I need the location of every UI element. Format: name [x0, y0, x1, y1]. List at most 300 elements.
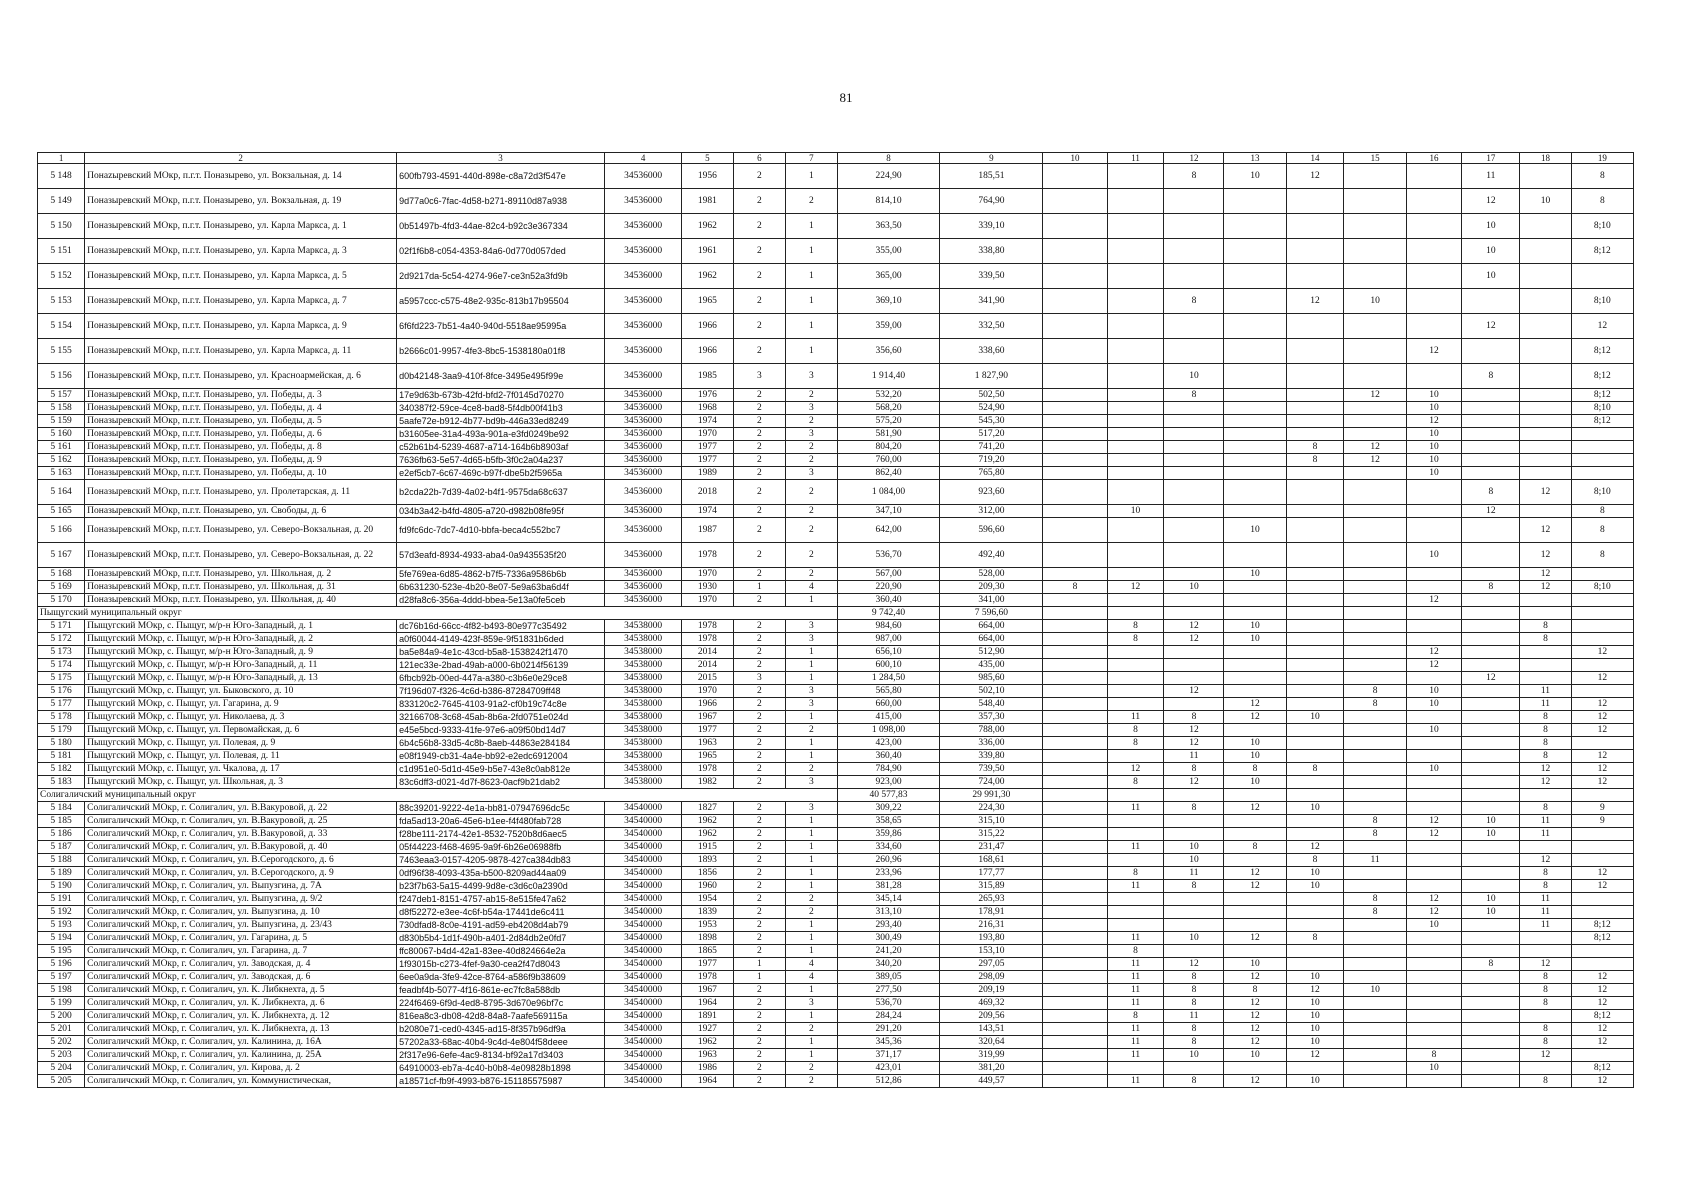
work-code-col-19: 12: [1571, 763, 1633, 776]
house-guid: fd9fc6dc-7dc7-4d10-bbfa-beca4c552bc7: [397, 518, 605, 543]
work-code-col-19: 8;12: [1571, 919, 1633, 932]
house-guid: feadbf4b-5077-4f16-861e-ec7fc8a588db: [397, 984, 605, 997]
table-row: [38, 1036, 1634, 1049]
table-row: [38, 214, 1634, 239]
work-code-col-13: 12: [1224, 880, 1286, 893]
living-area: 923,60: [940, 480, 1043, 505]
work-code-col-12: [1164, 919, 1224, 932]
living-area: 545,30: [940, 415, 1043, 428]
work-code-col-10: [1043, 763, 1107, 776]
total-area: 1 914,40: [837, 364, 940, 389]
row-number: 5 193: [38, 919, 85, 932]
total-area: 359,00: [837, 314, 940, 339]
work-code-col-10: [1043, 518, 1107, 543]
house-guid: 7f196d07-f326-4c6d-b386-87284709ff48: [397, 685, 605, 698]
address: Пыщугский МОкр, с. Пыщуг, ул. Быковского, д. 10: [85, 685, 397, 698]
row-number: 5 156: [38, 364, 85, 389]
district-total-living-area: 7 596,60: [940, 607, 1043, 620]
work-code-col-11: 8: [1107, 867, 1164, 880]
house-guid: b2cda22b-7d39-4a02-b4f1-9575da68c637: [397, 480, 605, 505]
house-guid: 833120c2-7645-4103-91a2-cf0b19c74c8e: [397, 698, 605, 711]
entrances: 2: [786, 505, 837, 518]
work-code-col-13: 10: [1224, 518, 1286, 543]
total-area: 423,01: [837, 1062, 940, 1075]
work-code-col-17: 10: [1462, 214, 1520, 239]
work-code-col-17: 8: [1462, 958, 1520, 971]
total-area: 345,14: [837, 893, 940, 906]
floors: 2: [733, 828, 786, 841]
table-row: [38, 441, 1634, 454]
year-built: 1827: [682, 802, 733, 815]
work-code-col-14: [1286, 776, 1344, 789]
work-code-col-17: [1462, 919, 1520, 932]
work-code-col-13: 10: [1224, 776, 1286, 789]
work-code-col-17: 10: [1462, 239, 1520, 264]
work-code-col-16: [1406, 239, 1462, 264]
floors: 2: [733, 867, 786, 880]
work-code-col-11: 12: [1107, 581, 1164, 594]
work-code-col-14: [1286, 919, 1344, 932]
oktmo-code: 34536000: [605, 568, 682, 581]
column-number-9: 9: [940, 153, 1043, 164]
living-area: 265,93: [940, 893, 1043, 906]
work-code-col-11: [1107, 893, 1164, 906]
work-code-col-18: 8: [1520, 997, 1571, 1010]
work-code-col-15: 8: [1344, 893, 1406, 906]
work-code-col-18: 8: [1520, 867, 1571, 880]
entrances: 1: [786, 815, 837, 828]
work-code-col-19: 8;10: [1571, 402, 1633, 415]
work-code-col-10: [1043, 505, 1107, 518]
district-total-living-area: 29 991,30: [940, 789, 1043, 802]
work-code-col-18: 11: [1520, 685, 1571, 698]
work-code-col-15: [1344, 1023, 1406, 1036]
work-code-col-12: [1164, 568, 1224, 581]
entrances: 1: [786, 672, 837, 685]
floors: 2: [733, 264, 786, 289]
work-code-col-15: [1344, 711, 1406, 724]
work-code-col-17: 11: [1462, 164, 1520, 189]
work-code-col-18: 10: [1520, 189, 1571, 214]
work-code-col-10: [1043, 737, 1107, 750]
work-code-col-16: 10: [1406, 543, 1462, 568]
work-code-col-12: 8: [1164, 289, 1224, 314]
column-number-17: 17: [1462, 153, 1520, 164]
work-code-col-12: [1164, 441, 1224, 454]
oktmo-code: 34540000: [605, 919, 682, 932]
house-guid: b2666c01-9957-4fe3-8bc5-1538180a01f8: [397, 339, 605, 364]
row-number: 5 204: [38, 1062, 85, 1075]
table-row: [38, 854, 1634, 867]
work-code-col-19: 8;12: [1571, 1010, 1633, 1023]
table-row: [38, 815, 1634, 828]
work-code-col-19: [1571, 906, 1633, 919]
floors: 2: [733, 737, 786, 750]
work-code-col-11: 8: [1107, 737, 1164, 750]
work-code-col-12: 8: [1164, 1023, 1224, 1036]
table-row: [38, 467, 1634, 480]
work-code-col-10: [1043, 984, 1107, 997]
oktmo-code: 34538000: [605, 620, 682, 633]
floors: 2: [733, 339, 786, 364]
work-code-col-15: [1344, 750, 1406, 763]
entrances: 4: [786, 581, 837, 594]
work-code-col-16: 10: [1406, 919, 1462, 932]
work-code-col-14: [1286, 518, 1344, 543]
work-code-col-15: [1344, 1075, 1406, 1088]
work-code-col-10: [1043, 802, 1107, 815]
work-code-col-12: 12: [1164, 633, 1224, 646]
living-area: 449,57: [940, 1075, 1043, 1088]
empty-cell: [1286, 789, 1344, 802]
work-code-col-19: [1571, 828, 1633, 841]
work-code-col-17: [1462, 1023, 1520, 1036]
district-total-area: 40 577,83: [837, 789, 940, 802]
row-number: 5 168: [38, 568, 85, 581]
work-code-col-17: [1462, 518, 1520, 543]
year-built: 1893: [682, 854, 733, 867]
total-area: 284,24: [837, 1010, 940, 1023]
work-code-col-10: [1043, 594, 1107, 607]
house-guid: 17e9d63b-673b-42fd-bfd2-7f0145d70270: [397, 389, 605, 402]
row-number: 5 183: [38, 776, 85, 789]
district-section-row: [38, 607, 1634, 620]
total-area: 365,00: [837, 264, 940, 289]
address: Солигаличский МОкр, г. Солигалич, ул. Заводская, д. 4: [85, 958, 397, 971]
table-row: [38, 428, 1634, 441]
work-code-col-14: [1286, 189, 1344, 214]
work-code-col-11: [1107, 685, 1164, 698]
work-code-col-16: [1406, 737, 1462, 750]
living-area: 209,30: [940, 581, 1043, 594]
row-number: 5 150: [38, 214, 85, 239]
work-code-col-13: [1224, 314, 1286, 339]
house-guid: 730dfad8-8c0e-4191-ad59-eb4208d4ab79: [397, 919, 605, 932]
house-guid: 83c6dff3-d021-4d7f-8623-0acf9b21dab2: [397, 776, 605, 789]
table-row: [38, 1023, 1634, 1036]
year-built: 1962: [682, 815, 733, 828]
year-built: 1953: [682, 919, 733, 932]
work-code-col-15: [1344, 633, 1406, 646]
address: Солигаличский МОкр, г. Солигалич, ул. Гагарина, д. 7: [85, 945, 397, 958]
work-code-col-19: [1571, 685, 1633, 698]
entrances: 3: [786, 620, 837, 633]
floors: 2: [733, 698, 786, 711]
row-number: 5 179: [38, 724, 85, 737]
work-code-col-15: [1344, 971, 1406, 984]
work-code-col-16: [1406, 958, 1462, 971]
row-number: 5 195: [38, 945, 85, 958]
floors: 2: [733, 763, 786, 776]
work-code-col-16: 10: [1406, 685, 1462, 698]
floors: 2: [733, 441, 786, 454]
work-code-col-18: [1520, 659, 1571, 672]
work-code-col-11: [1107, 480, 1164, 505]
total-area: 984,60: [837, 620, 940, 633]
work-code-col-16: 12: [1406, 893, 1462, 906]
work-code-col-15: [1344, 945, 1406, 958]
year-built: 2015: [682, 672, 733, 685]
work-code-col-17: 12: [1462, 314, 1520, 339]
floors: 2: [733, 214, 786, 239]
work-code-col-15: [1344, 932, 1406, 945]
work-code-col-11: [1107, 594, 1164, 607]
entrances: 2: [786, 1062, 837, 1075]
living-area: 336,00: [940, 737, 1043, 750]
work-code-col-16: [1406, 264, 1462, 289]
work-code-col-13: [1224, 919, 1286, 932]
work-code-col-17: [1462, 415, 1520, 428]
row-number: 5 184: [38, 802, 85, 815]
address: Солигаличский МОкр, г. Солигалич, ул. Калинина, д. 25А: [85, 1049, 397, 1062]
work-code-col-11: 8: [1107, 724, 1164, 737]
oktmo-code: 34540000: [605, 1023, 682, 1036]
work-code-col-18: 8: [1520, 880, 1571, 893]
work-code-col-11: [1107, 289, 1164, 314]
living-area: 724,00: [940, 776, 1043, 789]
oktmo-code: 34538000: [605, 737, 682, 750]
work-code-col-15: [1344, 724, 1406, 737]
work-code-col-15: [1344, 568, 1406, 581]
work-code-col-18: [1520, 1062, 1571, 1075]
column-number-11: 11: [1107, 153, 1164, 164]
living-area: 315,22: [940, 828, 1043, 841]
address: Поназыревский МОкр, п.г.т. Поназырево, ул. Победы, д. 4: [85, 402, 397, 415]
entrances: 3: [786, 467, 837, 480]
work-code-col-16: [1406, 314, 1462, 339]
work-code-col-13: [1224, 594, 1286, 607]
oktmo-code: 34536000: [605, 214, 682, 239]
empty-cell: [1107, 607, 1164, 620]
entrances: 1: [786, 841, 837, 854]
work-code-col-15: [1344, 958, 1406, 971]
address: Поназыревский МОкр, п.г.т. Поназырево, ул. Карла Маркса, д. 11: [85, 339, 397, 364]
work-code-col-10: [1043, 428, 1107, 441]
table-row: [38, 763, 1634, 776]
work-code-col-11: [1107, 428, 1164, 441]
entrances: 1: [786, 214, 837, 239]
work-code-col-13: [1224, 389, 1286, 402]
work-code-col-13: [1224, 672, 1286, 685]
housing-register-table: [37, 152, 1634, 1088]
work-code-col-15: [1344, 1036, 1406, 1049]
work-code-col-13: [1224, 441, 1286, 454]
oktmo-code: 34538000: [605, 672, 682, 685]
work-code-col-18: 12: [1520, 958, 1571, 971]
total-area: 371,17: [837, 1049, 940, 1062]
work-code-col-17: [1462, 543, 1520, 568]
entrances: 1: [786, 854, 837, 867]
work-code-col-19: 12: [1571, 880, 1633, 893]
work-code-col-19: [1571, 441, 1633, 454]
work-code-col-14: [1286, 828, 1344, 841]
work-code-col-14: [1286, 415, 1344, 428]
work-code-col-12: 8: [1164, 880, 1224, 893]
oktmo-code: 34536000: [605, 415, 682, 428]
year-built: 1930: [682, 581, 733, 594]
work-code-col-16: [1406, 711, 1462, 724]
row-number: 5 148: [38, 164, 85, 189]
work-code-col-13: 12: [1224, 1075, 1286, 1088]
empty-cell: [1286, 607, 1344, 620]
row-number: 5 162: [38, 454, 85, 467]
work-code-col-12: 12: [1164, 737, 1224, 750]
work-code-col-14: [1286, 568, 1344, 581]
house-guid: 6fbcb92b-00ed-447a-a380-c3b6e0e29ce8: [397, 672, 605, 685]
work-code-col-17: [1462, 685, 1520, 698]
table-row: [38, 568, 1634, 581]
work-code-col-13: 8: [1224, 984, 1286, 997]
year-built: 1970: [682, 594, 733, 607]
year-built: 1977: [682, 724, 733, 737]
work-code-col-10: [1043, 854, 1107, 867]
work-code-col-17: [1462, 339, 1520, 364]
oktmo-code: 34540000: [605, 945, 682, 958]
work-code-col-18: [1520, 264, 1571, 289]
work-code-col-12: 8: [1164, 971, 1224, 984]
work-code-col-19: [1571, 454, 1633, 467]
total-area: 565,80: [837, 685, 940, 698]
total-area: 532,20: [837, 389, 940, 402]
work-code-col-10: [1043, 543, 1107, 568]
row-number: 5 194: [38, 932, 85, 945]
year-built: 1856: [682, 867, 733, 880]
work-code-col-16: 12: [1406, 646, 1462, 659]
work-code-col-13: 10: [1224, 750, 1286, 763]
table-row: [38, 402, 1634, 415]
work-code-col-13: 12: [1224, 1023, 1286, 1036]
address: Солигаличский МОкр, г. Солигалич, ул. В.Серогодского, д. 9: [85, 867, 397, 880]
work-code-col-15: [1344, 919, 1406, 932]
year-built: 1965: [682, 289, 733, 314]
entrances: 2: [786, 441, 837, 454]
year-built: 1865: [682, 945, 733, 958]
oktmo-code: 34538000: [605, 763, 682, 776]
floors: 2: [733, 164, 786, 189]
work-code-col-17: [1462, 428, 1520, 441]
work-code-col-19: 8: [1571, 164, 1633, 189]
house-guid: 816ea8c3-db08-42d8-84a8-7aafe569115a: [397, 1010, 605, 1023]
work-code-col-16: [1406, 289, 1462, 314]
work-code-col-12: [1164, 543, 1224, 568]
house-guid: 2d9217da-5c54-4274-96e7-ce3n52a3fd9b: [397, 264, 605, 289]
work-code-col-19: [1571, 893, 1633, 906]
row-number: 5 192: [38, 906, 85, 919]
entrances: 2: [786, 568, 837, 581]
work-code-col-19: 12: [1571, 724, 1633, 737]
work-code-col-12: [1164, 698, 1224, 711]
work-code-col-15: [1344, 1049, 1406, 1062]
work-code-col-19: 12: [1571, 672, 1633, 685]
floors: 2: [733, 711, 786, 724]
work-code-col-16: [1406, 1010, 1462, 1023]
work-code-col-18: 8: [1520, 1036, 1571, 1049]
work-code-col-14: [1286, 581, 1344, 594]
total-area: 358,65: [837, 815, 940, 828]
work-code-col-13: [1224, 1062, 1286, 1075]
address: Солигаличский МОкр, г. Солигалич, ул. Коммунистическая,: [85, 1075, 397, 1088]
work-code-col-10: [1043, 480, 1107, 505]
work-code-col-16: [1406, 945, 1462, 958]
work-code-col-17: [1462, 880, 1520, 893]
work-code-col-15: [1344, 1062, 1406, 1075]
work-code-col-18: 8: [1520, 750, 1571, 763]
work-code-col-11: [1107, 698, 1164, 711]
house-guid: 0b51497b-4fd3-44ae-82c4-b92c3e367334: [397, 214, 605, 239]
work-code-col-13: 8: [1224, 763, 1286, 776]
work-code-col-18: 8: [1520, 1075, 1571, 1088]
year-built: 1891: [682, 1010, 733, 1023]
work-code-col-16: [1406, 997, 1462, 1010]
table-row: [38, 164, 1634, 189]
work-code-col-10: [1043, 646, 1107, 659]
work-code-col-17: [1462, 750, 1520, 763]
oktmo-code: 34540000: [605, 802, 682, 815]
total-area: 293,40: [837, 919, 940, 932]
work-code-col-18: 8: [1520, 737, 1571, 750]
work-code-col-14: 10: [1286, 1010, 1344, 1023]
house-guid: 6ee0a9da-3fe9-42ce-8764-a586f9b38609: [397, 971, 605, 984]
work-code-col-10: [1043, 1023, 1107, 1036]
table-row: [38, 239, 1634, 264]
work-code-col-16: [1406, 776, 1462, 789]
row-number: 5 149: [38, 189, 85, 214]
oktmo-code: 34540000: [605, 893, 682, 906]
work-code-col-19: [1571, 568, 1633, 581]
total-area: 313,10: [837, 906, 940, 919]
house-guid: e2ef5cb7-6c67-469c-b97f-dbe5b2f5965a: [397, 467, 605, 480]
work-code-col-18: 8: [1520, 620, 1571, 633]
table-row: [38, 264, 1634, 289]
entrances: 1: [786, 919, 837, 932]
oktmo-code: 34536000: [605, 581, 682, 594]
table-row: [38, 737, 1634, 750]
work-code-col-10: [1043, 932, 1107, 945]
work-code-col-14: [1286, 893, 1344, 906]
address: Солигаличский МОкр, г. Солигалич, ул. Заводская, д. 6: [85, 971, 397, 984]
year-built: 1968: [682, 402, 733, 415]
work-code-col-17: 10: [1462, 264, 1520, 289]
oktmo-code: 34536000: [605, 339, 682, 364]
floors: 2: [733, 518, 786, 543]
row-number: 5 203: [38, 1049, 85, 1062]
work-code-col-10: [1043, 750, 1107, 763]
work-code-col-17: [1462, 659, 1520, 672]
work-code-col-15: [1344, 339, 1406, 364]
address: Поназыревский МОкр, п.г.т. Поназырево, ул. Карла Маркса, д. 7: [85, 289, 397, 314]
entrances: 1: [786, 1036, 837, 1049]
work-code-col-18: [1520, 428, 1571, 441]
house-guid: 600fb793-4591-440d-898e-c8a72d3f547e: [397, 164, 605, 189]
work-code-col-11: 11: [1107, 841, 1164, 854]
district-name: Пыщугский муниципальный округ: [38, 607, 838, 620]
total-area: 568,20: [837, 402, 940, 415]
row-number: 5 151: [38, 239, 85, 264]
address: Поназыревский МОкр, п.г.т. Поназырево, ул. Победы, д. 10: [85, 467, 397, 480]
work-code-col-10: [1043, 364, 1107, 389]
work-code-col-10: [1043, 971, 1107, 984]
work-code-col-18: [1520, 389, 1571, 402]
work-code-col-15: [1344, 646, 1406, 659]
address: Поназыревский МОкр, п.г.т. Поназырево, ул. Вокзальная, д. 19: [85, 189, 397, 214]
row-number: 5 202: [38, 1036, 85, 1049]
total-area: 389,05: [837, 971, 940, 984]
work-code-col-15: [1344, 164, 1406, 189]
work-code-col-12: 10: [1164, 581, 1224, 594]
address: Солигаличский МОкр, г. Солигалич, ул. В.Вакуровой, д. 22: [85, 802, 397, 815]
work-code-col-17: [1462, 711, 1520, 724]
table-row: [38, 711, 1634, 724]
